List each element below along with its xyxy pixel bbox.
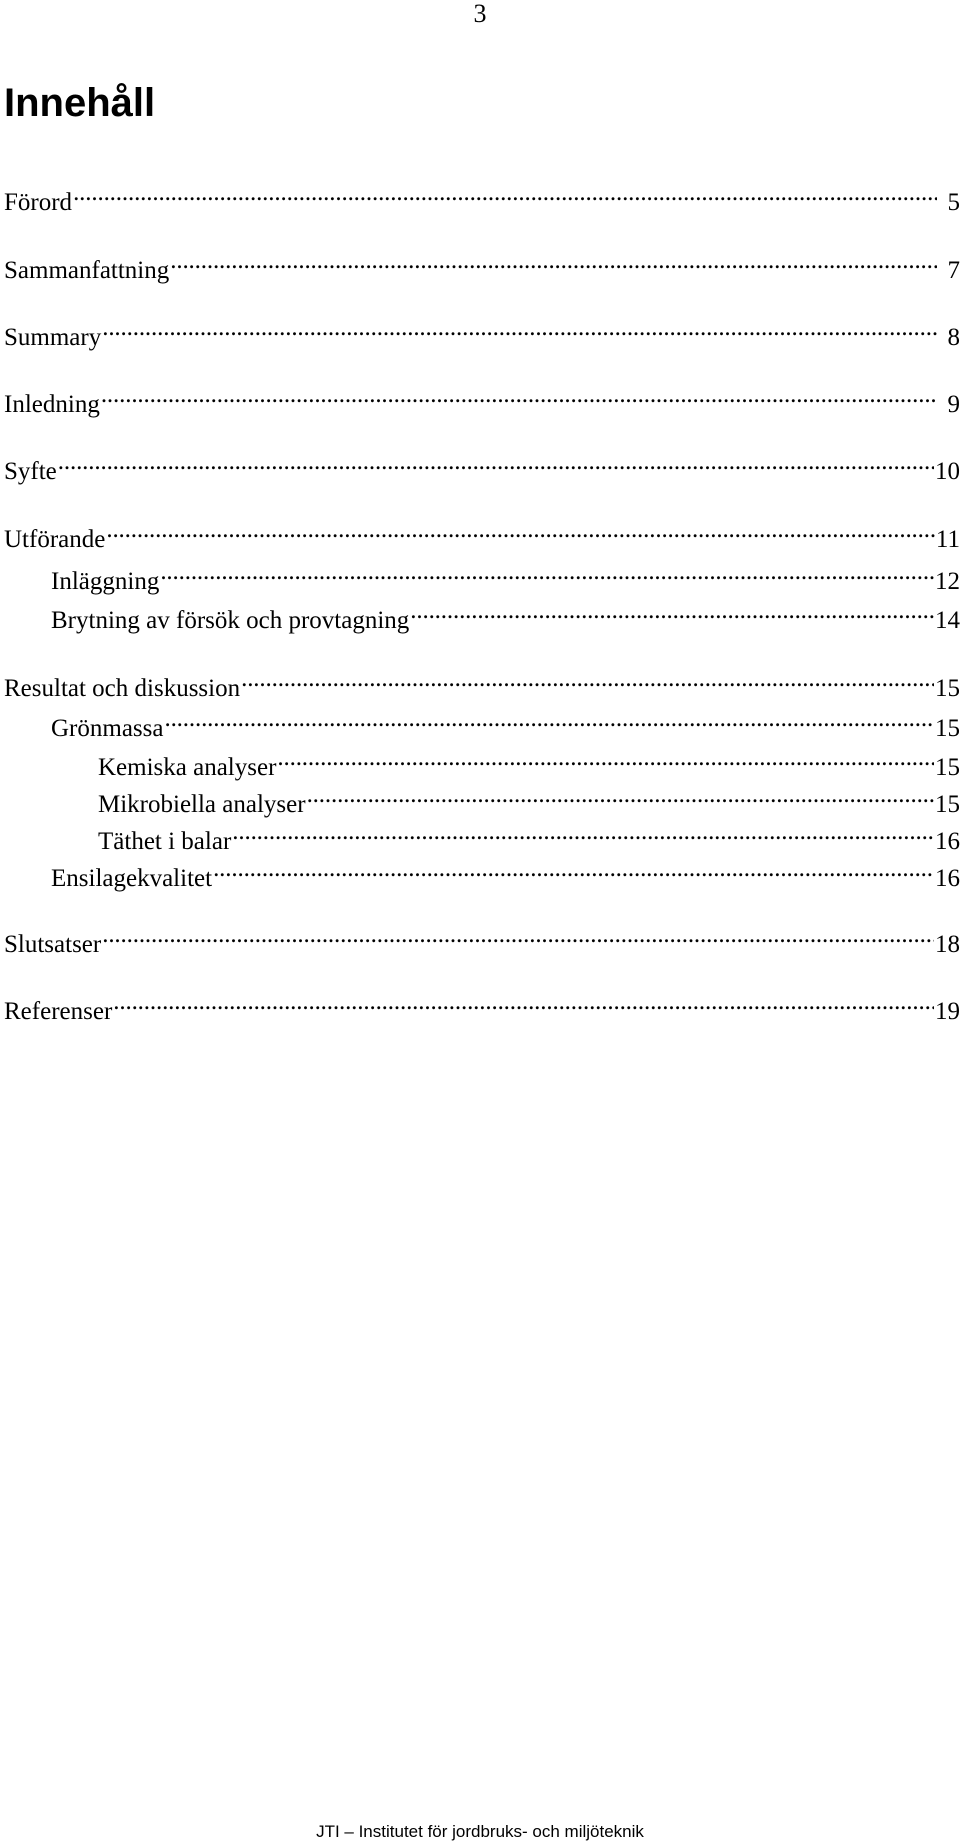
toc-entry-label: Syfte bbox=[4, 458, 57, 485]
toc-entry-label: Ensilagekvalitet bbox=[51, 865, 213, 892]
toc-entry-label: Utförande bbox=[4, 526, 106, 553]
dot-leader bbox=[232, 815, 934, 849]
toc-entry-resultat[interactable] bbox=[4, 662, 960, 702]
toc-entry-inledning[interactable] bbox=[4, 378, 960, 418]
toc-entry-page: 19 bbox=[935, 998, 960, 1025]
toc-entry-label: Förord bbox=[4, 189, 73, 216]
toc-entry-page: 16 bbox=[935, 828, 960, 855]
dot-leader bbox=[101, 378, 937, 412]
dot-leader bbox=[58, 445, 934, 479]
toc-entry-label: Summary bbox=[4, 324, 102, 351]
dot-leader bbox=[410, 594, 934, 628]
dot-leader bbox=[106, 513, 935, 547]
toc-entry-label: Referenser bbox=[4, 998, 113, 1025]
toc-entry-page: 15 bbox=[935, 675, 960, 702]
toc-entry-mikrobiella-analyser[interactable] bbox=[98, 778, 960, 818]
toc-entry-slutsatser[interactable] bbox=[4, 918, 960, 958]
toc-entry-label: Inledning bbox=[4, 391, 100, 418]
dot-leader bbox=[164, 702, 934, 736]
toc-entry-syfte[interactable] bbox=[4, 445, 960, 485]
toc-entry-ensilagekvalitet[interactable] bbox=[51, 852, 960, 892]
toc-entry-page: 8 bbox=[947, 324, 960, 351]
toc-entry-page: 9 bbox=[947, 391, 960, 418]
toc-entry-gronmassa[interactable] bbox=[51, 702, 960, 742]
toc-entry-referenser[interactable] bbox=[4, 985, 960, 1025]
toc-entry-kemiska-analyser[interactable] bbox=[98, 741, 960, 781]
toc-entry-page: 18 bbox=[935, 931, 960, 958]
toc-entry-page: 10 bbox=[935, 458, 960, 485]
toc-entry-forord[interactable] bbox=[4, 176, 960, 216]
toc-entry-page: 5 bbox=[947, 189, 960, 216]
toc-entry-page: 11 bbox=[935, 526, 960, 553]
toc-entry-inlaggning[interactable] bbox=[51, 555, 960, 595]
toc-entry-tathet-i-balar[interactable] bbox=[98, 815, 960, 855]
toc-entry-sammanfattning[interactable] bbox=[4, 244, 960, 284]
dot-leader bbox=[307, 778, 934, 812]
toc-entry-page: 15 bbox=[935, 754, 960, 781]
dot-leader bbox=[102, 311, 937, 345]
toc-entry-label: Täthet i balar bbox=[98, 828, 232, 855]
page-number: 3 bbox=[473, 0, 487, 28]
dot-leader bbox=[102, 918, 934, 952]
dot-leader bbox=[241, 662, 934, 696]
toc-entry-page: 15 bbox=[935, 715, 960, 742]
dot-leader bbox=[113, 985, 934, 1019]
toc-entry-label: Kemiska analyser bbox=[98, 754, 277, 781]
toc-entry-page: 12 bbox=[935, 568, 960, 595]
toc-entry-brytning[interactable] bbox=[51, 594, 960, 634]
toc-heading: Innehåll bbox=[4, 81, 156, 125]
toc-entry-label: Resultat och diskussion bbox=[4, 675, 241, 702]
toc-entry-utforande[interactable] bbox=[4, 513, 960, 553]
dot-leader bbox=[213, 852, 934, 886]
dot-leader bbox=[277, 741, 934, 775]
toc-entry-label: Mikrobiella analyser bbox=[98, 791, 306, 818]
dot-leader bbox=[160, 555, 934, 589]
dot-leader bbox=[73, 176, 937, 210]
toc-entry-page: 14 bbox=[935, 607, 960, 634]
toc-entry-label: Brytning av försök och provtagning bbox=[51, 607, 410, 634]
toc-entry-page: 16 bbox=[935, 865, 960, 892]
toc-entry-label: Grönmassa bbox=[51, 715, 164, 742]
toc-entry-label: Slutsatser bbox=[4, 931, 102, 958]
footer-institution: JTI – Institutet för jordbruks- och miljöteknik bbox=[316, 1822, 644, 1841]
toc-entry-summary[interactable] bbox=[4, 311, 960, 351]
toc-entry-page: 7 bbox=[947, 257, 960, 284]
toc-entry-page: 15 bbox=[935, 791, 960, 818]
toc-entry-label: Inläggning bbox=[51, 568, 160, 595]
toc-entry-label: Sammanfattning bbox=[4, 257, 170, 284]
dot-leader bbox=[170, 244, 937, 278]
